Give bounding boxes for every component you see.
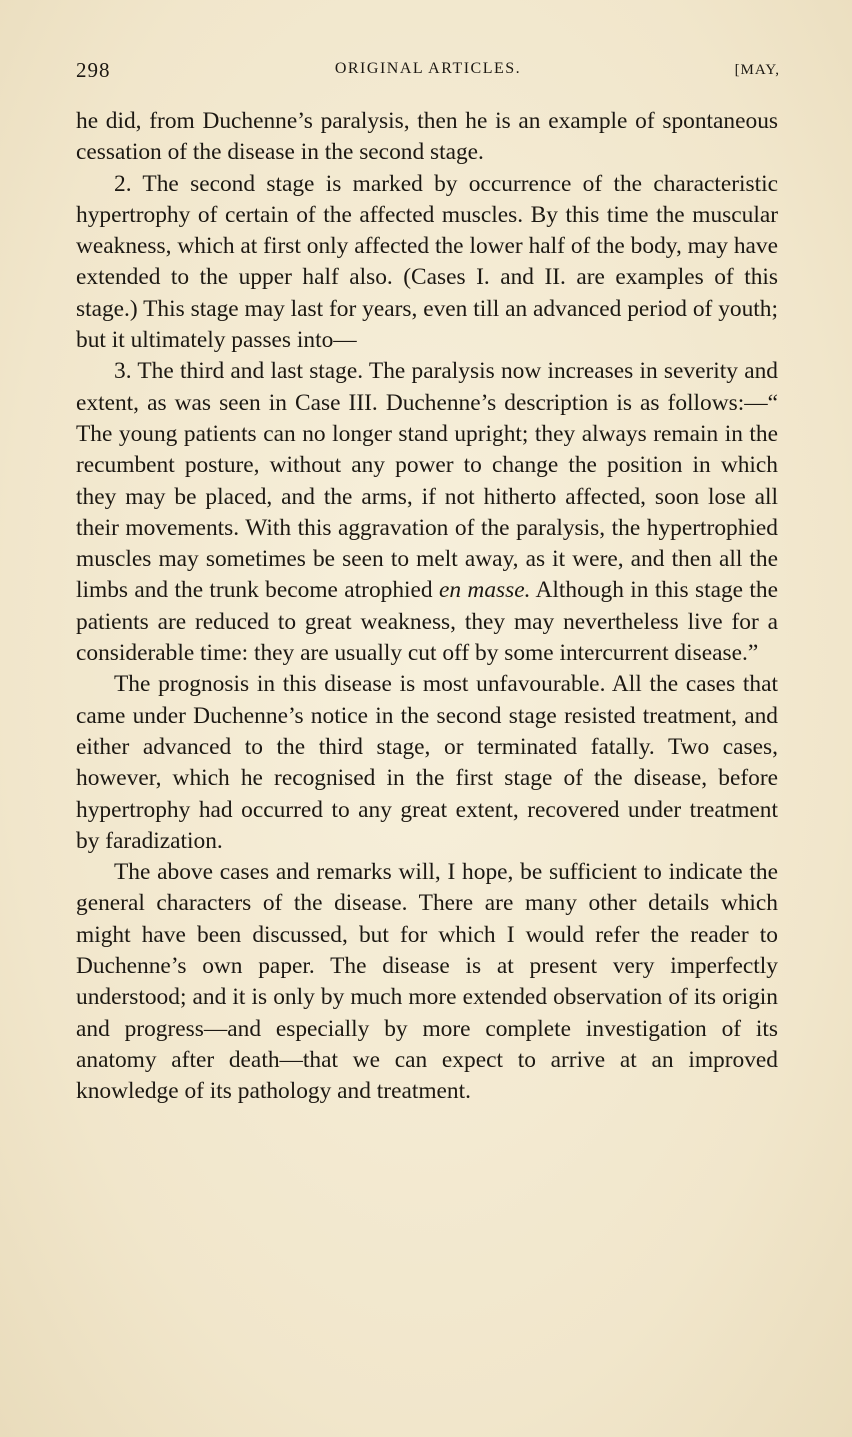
date-mark: [MAY, [734,62,780,78]
third-stage-text-end: Although in this stage the patients are reduced to great weakness, they may nevertheless live for a considerable time: they are usually cut off by some intercurrent disease.” [76,577,778,667]
third-stage-text: 3. The third and last stage. The paralysis now increases in severity and extent, as was seen in Case III. Duchenne’s description is as follows:—“ The young patients can no longer stand upright; they always remain in the recumbent posture, without any power to change the position in which they may be placed, and the arms, if not hitherto affected, soon lose all their movements. With this aggravation of the paralysis, the hypertrophied muscles may sometimes be seen to melt away, as it were, and then all the limbs and the trunk become atrophied [76,358,778,604]
body-text [76,106,778,1108]
page-number: 298 [76,58,111,82]
paragraph-third-stage [76,356,778,669]
running-title: ORIGINAL ARTICLES. [334,60,522,77]
paragraph-second-stage: 2. The second stage is marked by occurrence of the characteristic hypertrophy of certain of the affected muscles. By this time the muscular weakness, which at first only affected the lower half of the body, may have extended to the upper half also. (Cases I. and II. are examples of this stage.) This stage may last for years, even till an advanced period of youth; but it ultimately passes into— [76,170,778,354]
paragraph-prognosis: The prognosis in this disease is most unfavourable. All the cases that came under Duchenne’s notice in the second stage resisted treatment, and either advanced to the third stage, or terminated fatally. Two cases, however, which he recognised in the first stage of the disease, before hypertrophy had occurred to any great extent, recovered under treatment by faradization. [76,671,778,854]
italic-en-masse: en masse. [438,577,531,604]
paragraph-conclusion: The above cases and remarks will, I hope, be sufficient to indicate the general characters of the disease. There are many other details which might have been discussed, but for which I would refer the reader to Duchenne’s own paper. The disease is at present very imperfectly understood; and it is only by much more extended observation of its origin and progress—and especially by more complete investigation of its anatomy after death—that we can expect to arrive at an improved knowledge of its pathology and treatment. [76,859,778,1105]
page-header [76,58,780,88]
paragraph-continuation: he did, from Duchenne’s paralysis, then he is an example of spontaneous cessation of the disease in the second stage. [76,108,778,166]
